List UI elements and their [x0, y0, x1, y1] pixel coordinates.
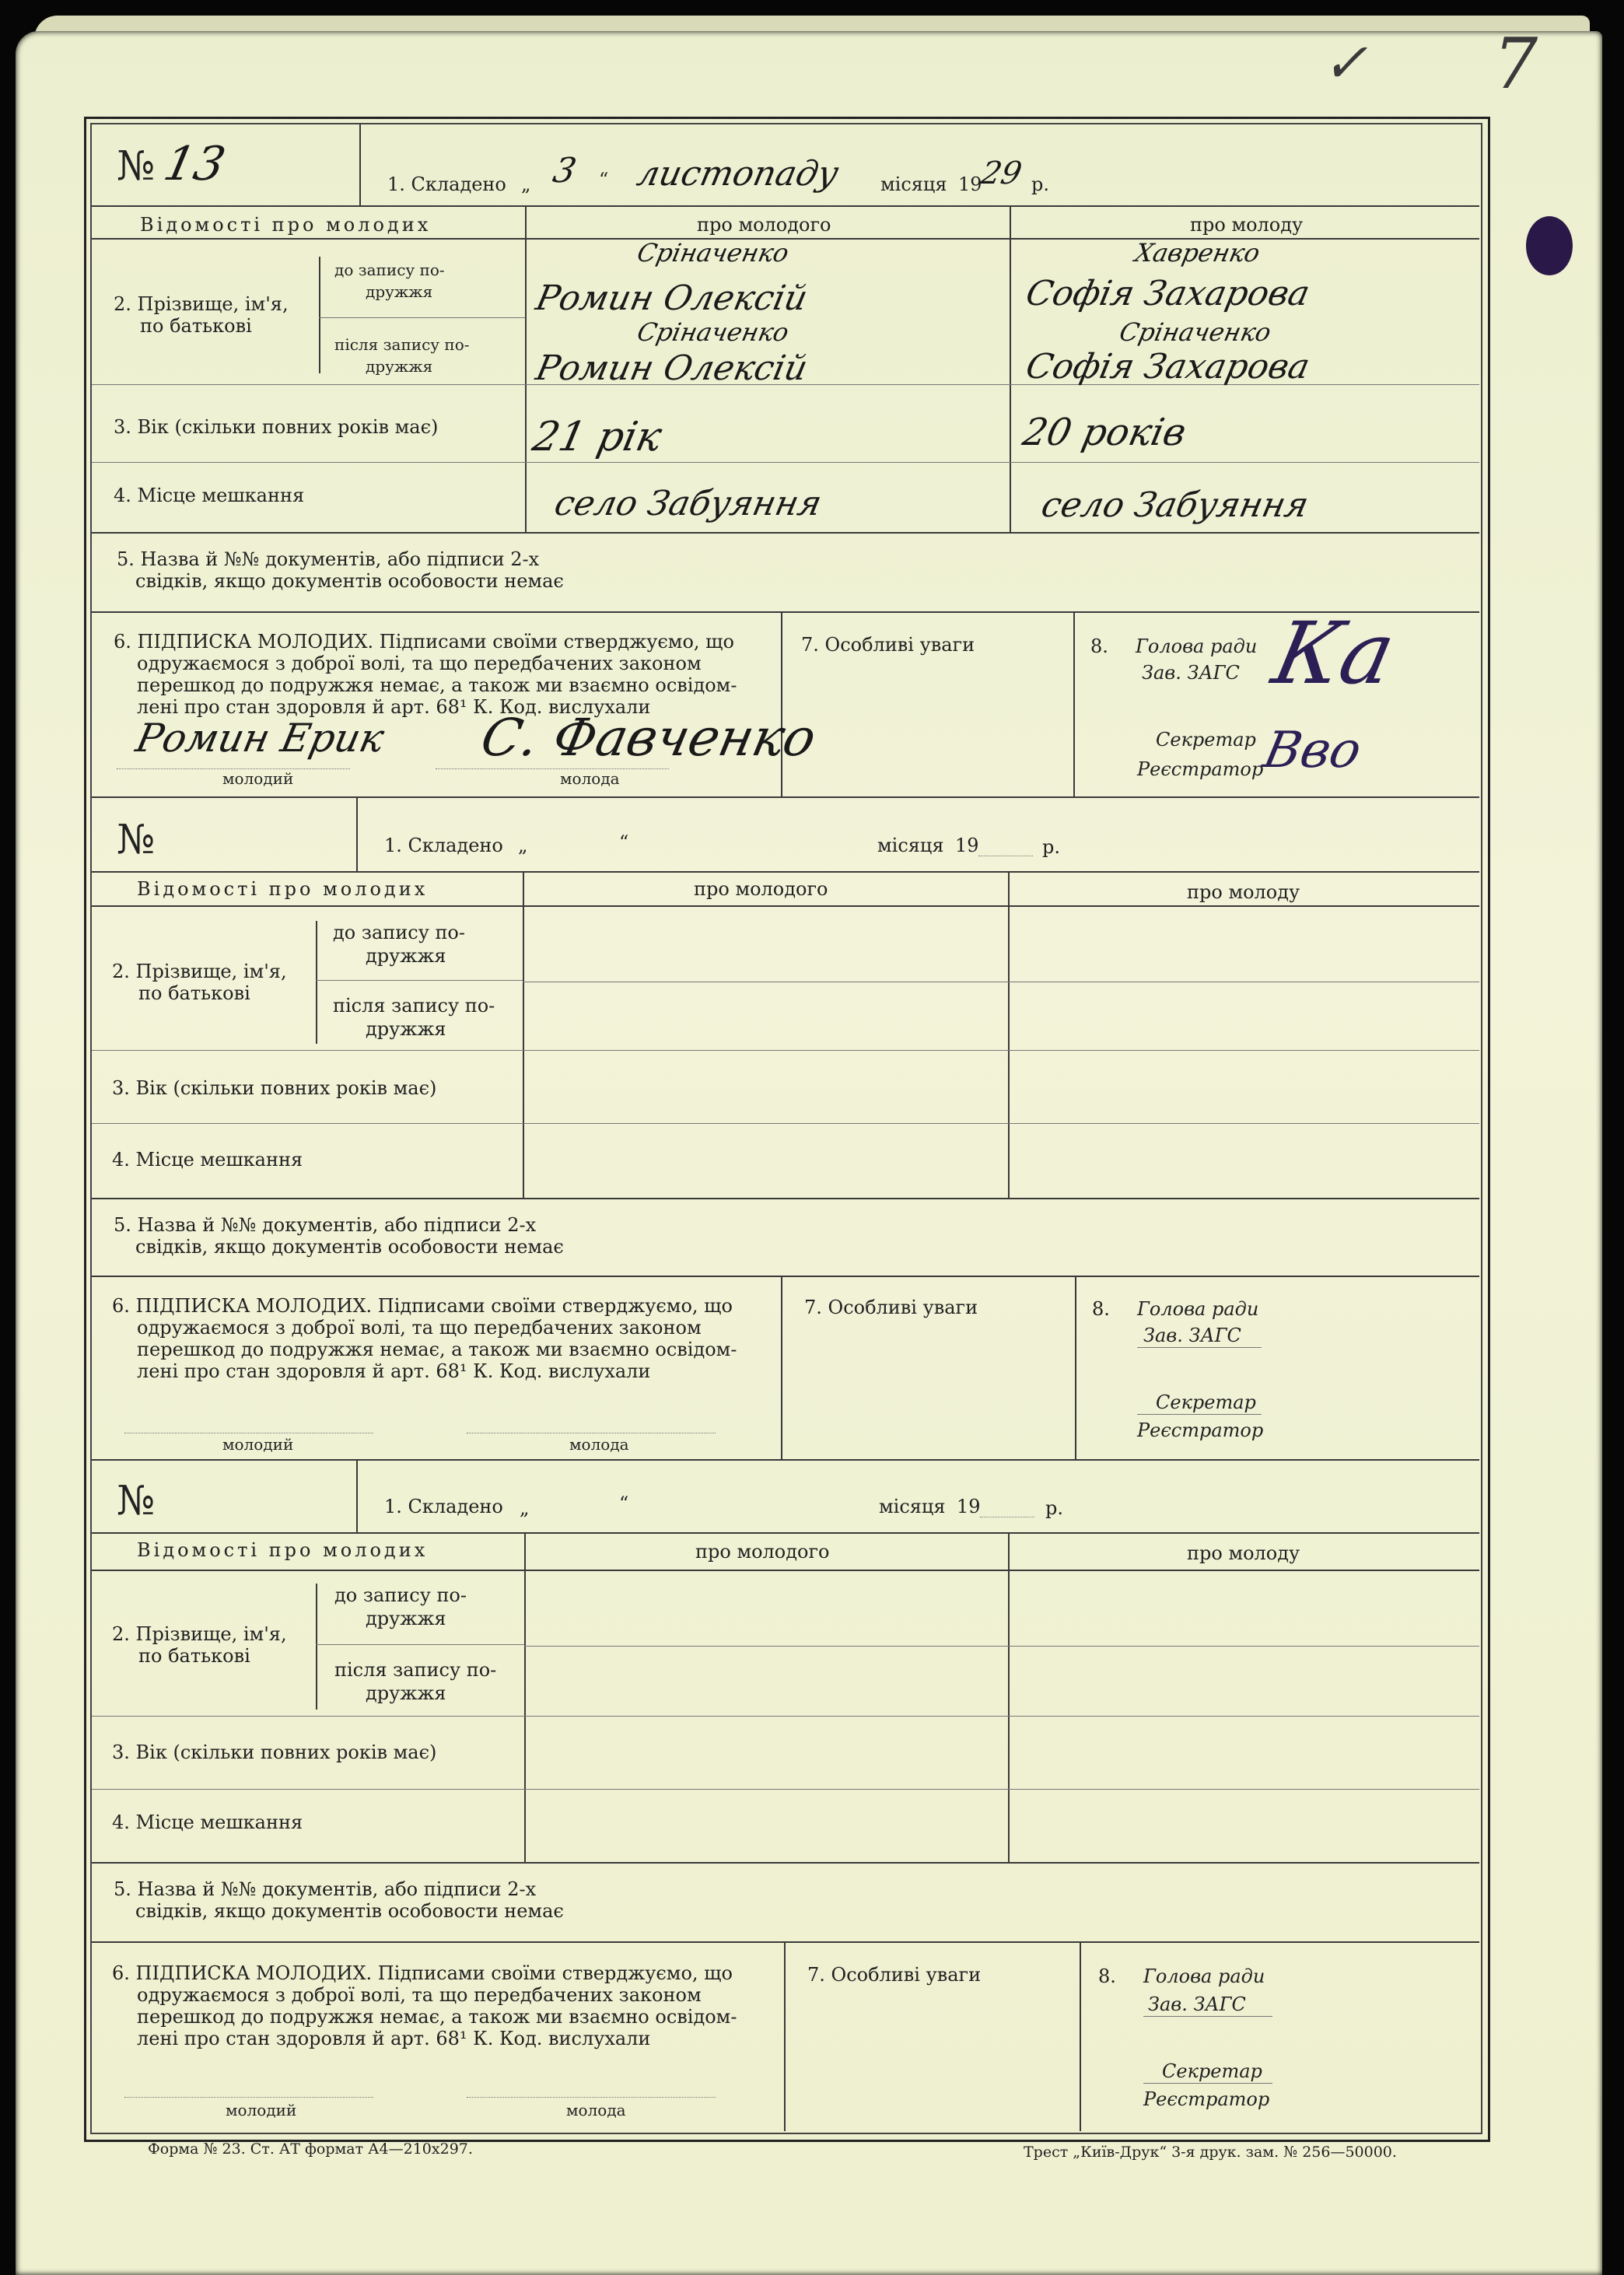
bride-name-after: Софія Захарова	[1022, 347, 1314, 387]
bride-name-before: Софія Захарова	[1022, 274, 1314, 313]
bride-age: 20 років	[1019, 411, 1190, 454]
footer-form-info: Форма № 23. Ст. АТ формат А4—210x297.	[148, 2140, 473, 2158]
residence-label: 4. Місце мешкання	[114, 485, 305, 506]
bride-signature: С. Фавченко	[475, 708, 821, 768]
record-number-label: №	[117, 1478, 156, 1524]
record-number: 13	[159, 137, 230, 191]
groom-age: 21 рік	[528, 414, 667, 460]
ink-blot	[1526, 216, 1573, 275]
age-label: 3. Вік (скільки повних років має)	[114, 416, 439, 438]
footer-printer-info: Трест „Київ-Друк“ 3-я друк. зам. № 256—50000.	[1024, 2144, 1397, 2161]
bride-residence: село Забуяння	[1038, 485, 1312, 525]
record-number-label: №	[117, 143, 156, 190]
bride-header: про молоду	[1190, 214, 1304, 236]
remarks-label: 7. Особливі уваги	[801, 634, 975, 656]
chair-signature: Ка	[1265, 604, 1404, 703]
registrar-signature: Вво	[1258, 722, 1367, 779]
record-year: 29	[978, 156, 1025, 191]
groom-after-note: Сріначенко	[634, 317, 792, 347]
page-number: 7	[1493, 23, 1538, 105]
bride-after-note: Сріначенко	[1116, 317, 1274, 347]
groom-name-after: Ромин Олексій	[532, 348, 811, 388]
groom-name-before: Ромин Олексій	[532, 278, 811, 318]
bride-before-note: Хавренко	[1132, 238, 1263, 268]
compiled-label: 1. Складено	[387, 173, 506, 195]
info-header: Відомості про молодих	[140, 214, 432, 236]
groom-residence: село Забуяння	[551, 484, 825, 523]
record-day: 3	[549, 151, 580, 191]
record-month: листопаду	[633, 154, 842, 194]
record-number-label: №	[117, 817, 156, 863]
groom-before-note: Сріначенко	[634, 238, 792, 268]
groom-signature: Ромин Ерик	[131, 716, 388, 761]
groom-header: про молодого	[697, 214, 831, 236]
check-mark: ✓	[1322, 31, 1368, 95]
